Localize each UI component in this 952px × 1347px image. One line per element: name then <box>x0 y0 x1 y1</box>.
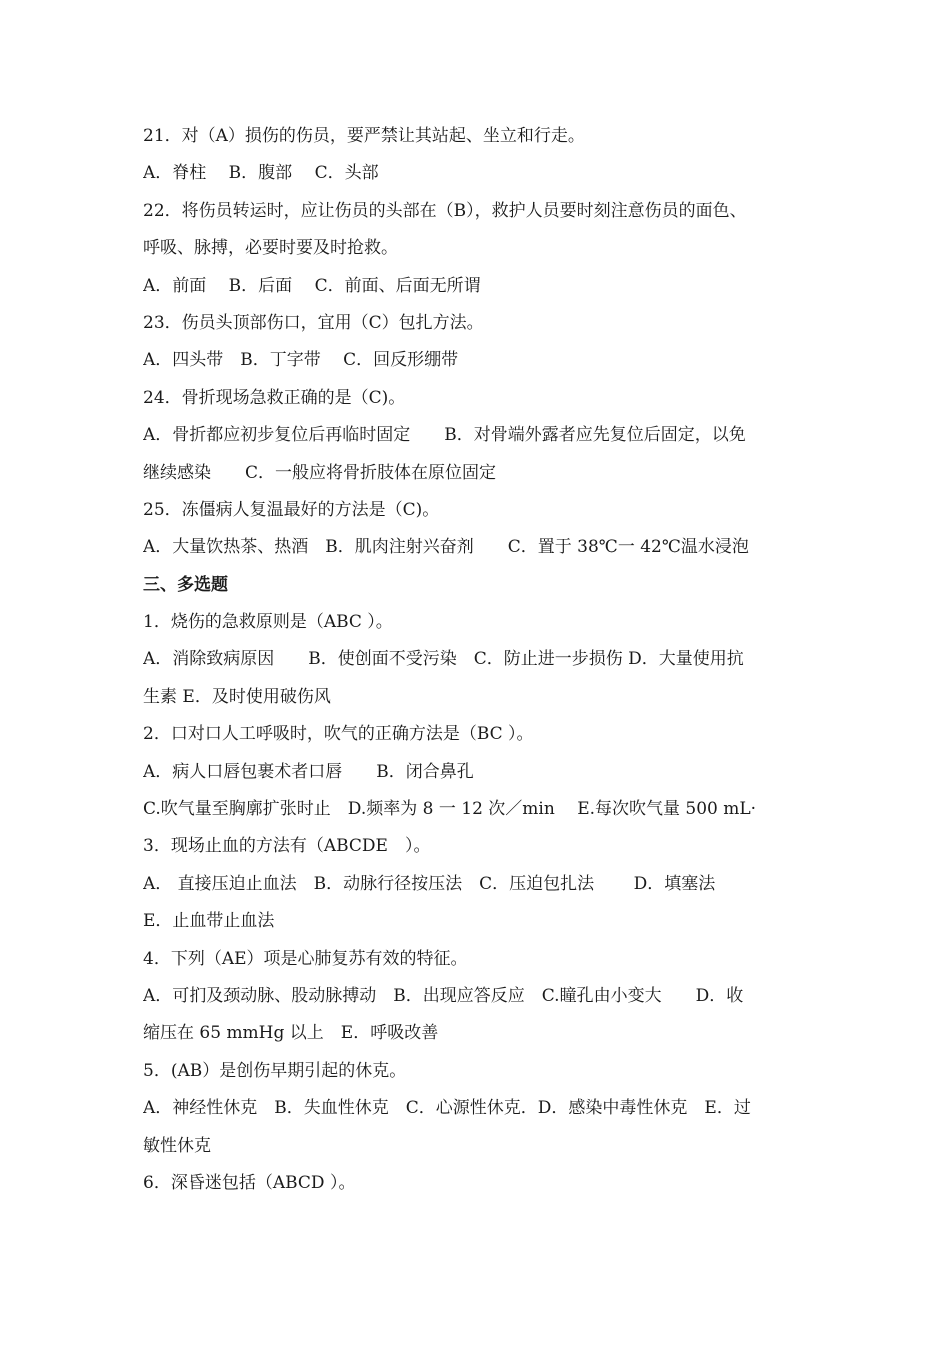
multi-question-1-options-continued: 生素 E．及时使用破伤风 <box>143 686 331 707</box>
question-21: 21．对（A）损伤的伤员，要严禁让其站起、坐立和行走。 <box>143 126 585 146</box>
question-25: 25．冻僵病人复温最好的方法是（C)。 <box>143 499 440 520</box>
multi-question-3-options-continued: E．止血带止血法 <box>143 911 275 932</box>
multi-question-6: 6．深昏迷包括（ABCD ）。 <box>143 1172 356 1193</box>
question-list <box>143 118 811 1202</box>
multi-question-4: 4．下列（AE）项是心肺复苏有效的特征。 <box>143 948 468 969</box>
question-24-options-continued: 继续感染 C．一般应将骨折肢体在原位固定 <box>143 462 497 483</box>
question-22-continued: 呼吸、脉搏，必要时要及时抢救。 <box>143 238 398 259</box>
question-23-options: A．四头带 B．丁字带 C．回反形绷带 <box>143 350 459 371</box>
multi-question-5: 5．(AB）是创伤早期引起的休克。 <box>143 1060 407 1081</box>
multi-question-1: 1．烧伤的急救原则是（ABC ）。 <box>143 612 393 633</box>
section-heading-multiple-choice: 三、多选题 <box>143 574 228 595</box>
question-23: 23．伤员头顶部伤口，宜用（C）包扎方法。 <box>143 312 484 333</box>
multi-question-2-options: A．病人口唇包裹术者口唇 B．闭合鼻孔 <box>143 761 474 782</box>
question-24: 24．骨折现场急救正确的是（C)。 <box>143 387 406 408</box>
multi-question-5-options: A．神经性休克 B．失血性休克 C．心源性休克．D．感染中毒性休克 E．过 <box>143 1098 751 1119</box>
question-22: 22．将伤员转运时，应让伤员的头部在（B），救护人员要时刻注意伤员的面色、 <box>143 200 747 221</box>
multi-question-1-options: A．消除致病原因 B．使创面不受污染 C．防止进一步损伤 D．大量使用抗 <box>143 649 744 670</box>
multi-question-4-options: A．可扪及颈动脉、股动脉搏动 B．出现应答反应 C.瞳孔由小变大 D．收 <box>143 985 744 1006</box>
question-22-options: A．前面 B．后面 C．前面、后面无所谓 <box>143 275 481 296</box>
multi-question-4-options-continued: 缩压在 65 mmHg 以上 E．呼吸改善 <box>143 1023 439 1044</box>
multi-question-3-options: A． 直接压迫止血法 B．动脉行径按压法 C．压迫包扎法 D．填塞法 <box>143 873 716 894</box>
multi-question-2-options-continued: C.吹气量至胸廓扩张时止 D.频率为 8 一 12 次／min E.每次吹气量 500 mL· <box>143 799 757 820</box>
multi-question-5-options-continued: 敏性休克 <box>143 1135 211 1156</box>
question-21-options: A．脊柱 B．腹部 C．头部 <box>143 163 379 184</box>
question-24-options: A．骨折都应初步复位后再临时固定 B．对骨端外露者应先复位后固定，以免 <box>143 425 746 446</box>
question-25-options: A．大量饮热茶、热酒 B．肌肉注射兴奋剂 C．置于 38℃一 42℃温水浸泡 <box>143 537 749 558</box>
multi-question-2: 2．口对口人工呼吸时，吹气的正确方法是（BC ）。 <box>143 724 534 745</box>
multi-question-3: 3．现场止血的方法有（ABCDE ）。 <box>143 836 431 857</box>
